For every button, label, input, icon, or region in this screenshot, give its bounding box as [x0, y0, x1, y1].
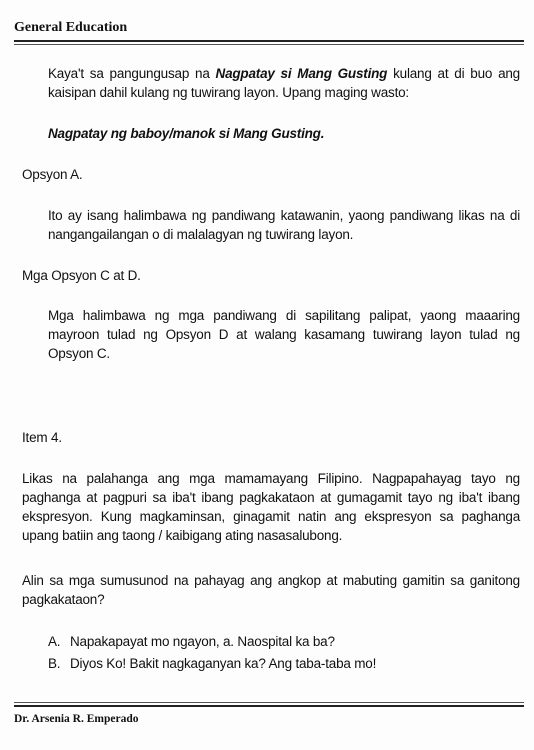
answer-option-a [48, 632, 335, 651]
answer-option-b-letter: B. [48, 656, 61, 671]
paragraph-intro-pre: Kaya't sa pangungusap na [48, 66, 216, 81]
paragraph-intro-post: kulang at di buo ang kaisipan dahil kulang ng tuwirang layon. Upang maging wasto: [48, 66, 520, 100]
option-cd-explanation: Mga halimbawa ng mga pandiwang di sapilitang palipat, yaong maaaring mayroon tulad ng Opsyon D at walang kasamang tuwirang layon tulad ng Opsyon C. [48, 308, 520, 361]
paragraph-intro-emphasis: Nagpatay si Mang Gusting [215, 66, 388, 81]
footer-rule-thin [14, 702, 524, 703]
paragraph-intro [48, 64, 520, 102]
item-question: Alin sa mga sumusunod na pahayag ang angkop at mabuting gamitin sa ganitong pagkakataon? [22, 573, 520, 607]
example-sentence: Nagpatay ng baboy/manok si Mang Gusting. [48, 126, 325, 141]
header-rule-thin [14, 44, 524, 45]
footer-author: Dr. Arsenia R. Emperado [14, 713, 139, 725]
answer-option-a-text: Napakapayat mo ngayon, a. Naospital ka ba? [70, 634, 335, 649]
option-a-heading: Opsyon A. [22, 167, 83, 182]
page-header-title: General Education [14, 20, 128, 35]
option-cd-heading: Mga Opsyon C at D. [22, 268, 141, 283]
answer-option-b [48, 654, 376, 673]
answer-option-a-letter: A. [48, 634, 61, 649]
item-passage: Likas na palahanga ang mga mamamayang Filipino. Nagpapahayag tayo ng paghanga at pagpuri sa iba't ibang pagkakataon at gumagamit tayo ng iba't ibang ekspresyon. Kung magkaminsan, ginagamit natin ang ekspresyon sa paghanga upang batiin ang taong / kaibigang ating nasasalubong. [22, 471, 520, 543]
item-label: Item 4. [22, 430, 62, 445]
footer-rule [14, 705, 524, 707]
answer-option-b-text: Diyos Ko! Bakit nagkaganyan ka? Ang taba-taba mo! [70, 656, 377, 671]
option-a-explanation: Ito ay isang halimbawa ng pandiwang katawanin, yaong pandiwang likas na di nangangailangan o di malalagyan ng tuwirang layon. [48, 208, 520, 242]
header-rule [14, 40, 524, 42]
